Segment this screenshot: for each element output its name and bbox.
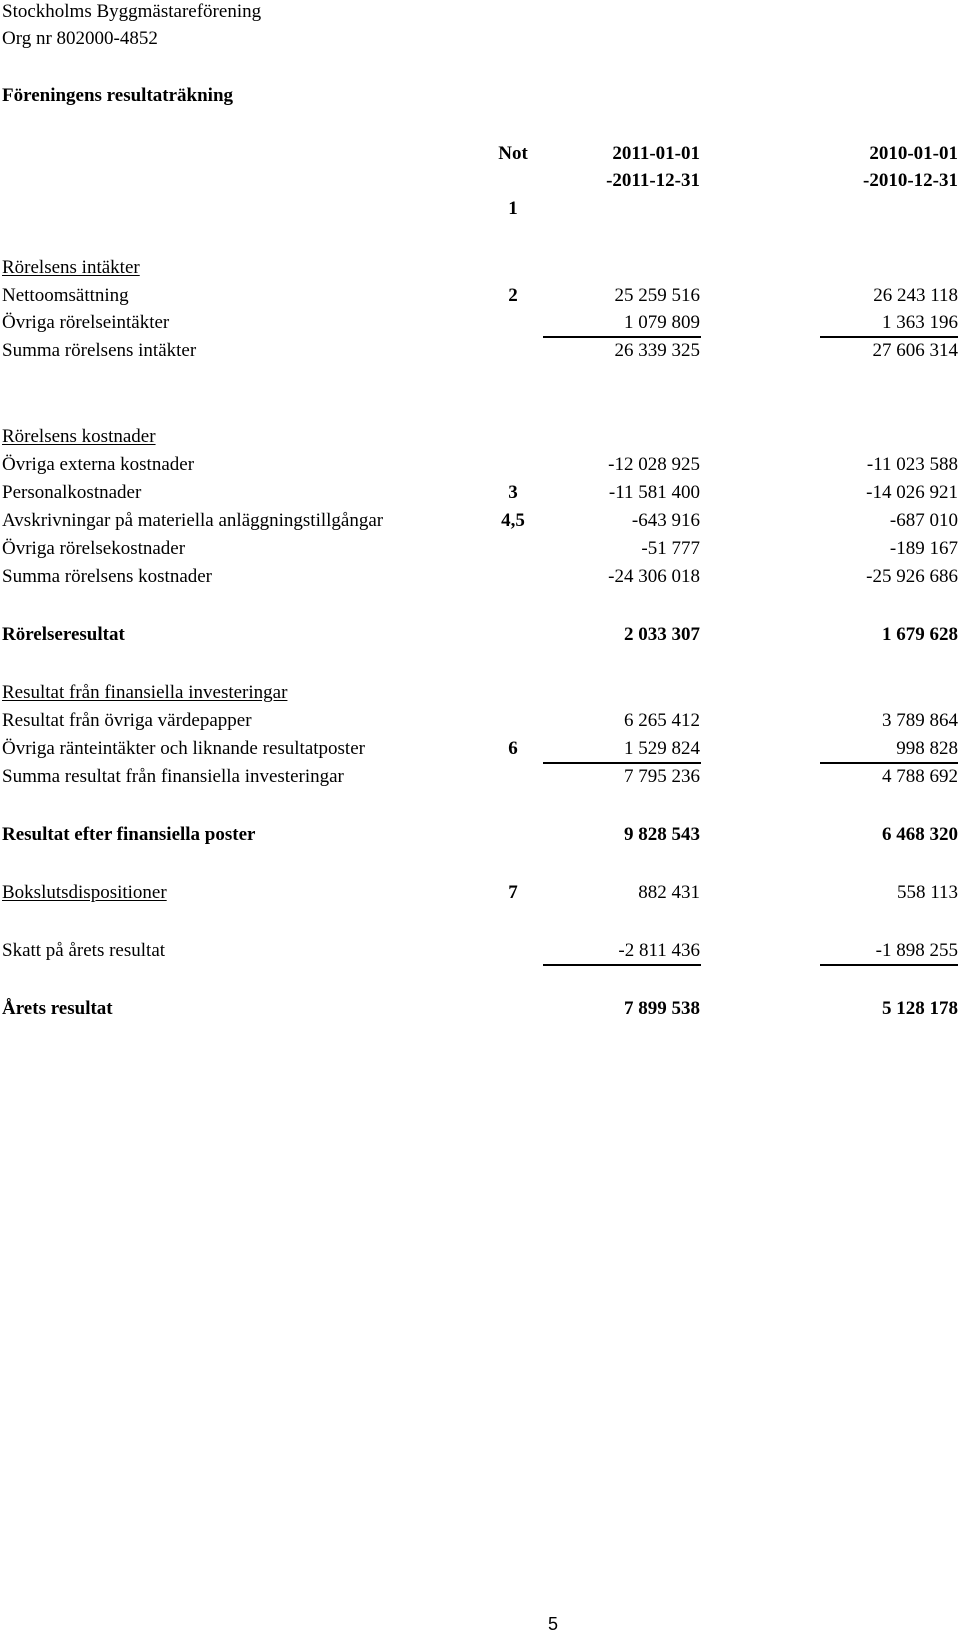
page-number: 5 xyxy=(547,1614,558,1634)
row-value-2010: 6 468 320 xyxy=(882,824,958,845)
row-value-2011: 6 265 412 xyxy=(624,710,700,731)
section-heading-financial: Resultat från finansiella investeringar xyxy=(2,682,288,703)
row-value-2010: 558 113 xyxy=(896,882,958,903)
row-label: Nettoomsättning xyxy=(2,285,129,306)
row-note: 3 xyxy=(508,482,518,503)
row-value-2011: 882 431 xyxy=(638,882,700,903)
row-label: Summa resultat från finansiella investeringar xyxy=(2,766,344,787)
row-label: Övriga rörelsekostnader xyxy=(2,538,186,559)
row-label: Summa rörelsens intäkter xyxy=(2,340,197,361)
row-label-result-after-financial: Resultat efter finansiella poster xyxy=(2,824,256,845)
row-label-tax: Skatt på årets resultat xyxy=(2,940,166,961)
period-2010-start: 2010-01-01 xyxy=(869,143,958,164)
row-label: Övriga externa kostnader xyxy=(2,454,195,475)
org-number: Org nr 802000-4852 xyxy=(2,28,158,49)
row-label-operating-result: Rörelseresultat xyxy=(2,624,125,645)
section-heading-costs: Rörelsens kostnader xyxy=(2,426,156,447)
row-value-2011: -2 811 436 xyxy=(618,940,700,961)
sum-rule xyxy=(543,964,701,966)
row-label: Avskrivningar på materiella anläggningstillgångar xyxy=(2,510,384,531)
row-value-2010: 1 363 196 xyxy=(882,312,958,333)
sum-rule xyxy=(543,762,701,764)
row-note: 7 xyxy=(508,882,518,903)
row-label: Övriga ränteintäkter och liknande resultatposter xyxy=(2,738,365,759)
row-value-2011: -24 306 018 xyxy=(608,566,700,587)
sum-rule xyxy=(820,336,958,338)
row-note: 4,5 xyxy=(501,510,525,531)
sum-rule xyxy=(820,762,958,764)
row-label-net-result: Årets resultat xyxy=(2,998,113,1019)
row-value-2010: -189 167 xyxy=(889,538,958,559)
row-note: 6 xyxy=(508,738,518,759)
sum-rule xyxy=(543,336,701,338)
note-reference: 1 xyxy=(508,198,518,219)
row-value-2011: 1 079 809 xyxy=(624,312,700,333)
row-value-2011: 1 529 824 xyxy=(624,738,700,759)
row-value-2010: 3 789 864 xyxy=(882,710,958,731)
note-column-header: Not xyxy=(498,143,528,164)
row-value-2011: 2 033 307 xyxy=(624,624,700,645)
org-name: Stockholms Byggmästareförening xyxy=(2,1,262,22)
row-value-2010: 1 679 628 xyxy=(882,624,958,645)
row-label-appropriations: Bokslutsdispositioner xyxy=(2,882,167,903)
sum-rule xyxy=(820,964,958,966)
period-2010-end: -2010-12-31 xyxy=(863,170,958,191)
row-value-2010: 998 828 xyxy=(896,738,958,759)
page-title: Föreningens resultaträkning xyxy=(2,85,234,106)
row-value-2011: 25 259 516 xyxy=(614,285,700,306)
row-label: Summa rörelsens kostnader xyxy=(2,566,213,587)
period-2011-end: -2011-12-31 xyxy=(606,170,700,191)
row-value-2010: 5 128 178 xyxy=(882,998,958,1019)
row-value-2011: 9 828 543 xyxy=(624,824,700,845)
row-value-2011: -12 028 925 xyxy=(608,454,700,475)
row-label: Resultat från övriga värdepapper xyxy=(2,710,252,731)
row-value-2010: -25 926 686 xyxy=(866,566,958,587)
row-value-2010: -1 898 255 xyxy=(875,940,958,961)
row-value-2010: -11 023 588 xyxy=(866,454,958,475)
row-label: Övriga rörelseintäkter xyxy=(2,312,170,333)
row-value-2011: 26 339 325 xyxy=(614,340,700,361)
row-value-2010: 4 788 692 xyxy=(882,766,958,787)
row-value-2010: 27 606 314 xyxy=(872,340,958,361)
row-value-2011: -51 777 xyxy=(641,538,700,559)
row-value-2011: -11 581 400 xyxy=(608,482,700,503)
row-value-2010: 26 243 118 xyxy=(873,285,958,306)
row-value-2010: -687 010 xyxy=(889,510,958,531)
row-value-2011: 7 795 236 xyxy=(624,766,700,787)
row-value-2010: -14 026 921 xyxy=(866,482,958,503)
row-note: 2 xyxy=(508,285,518,306)
period-2011-start: 2011-01-01 xyxy=(612,143,700,164)
row-value-2011: -643 916 xyxy=(631,510,700,531)
row-value-2011: 7 899 538 xyxy=(624,998,700,1019)
row-label: Personalkostnader xyxy=(2,482,142,503)
section-heading-revenue: Rörelsens intäkter xyxy=(2,257,140,278)
